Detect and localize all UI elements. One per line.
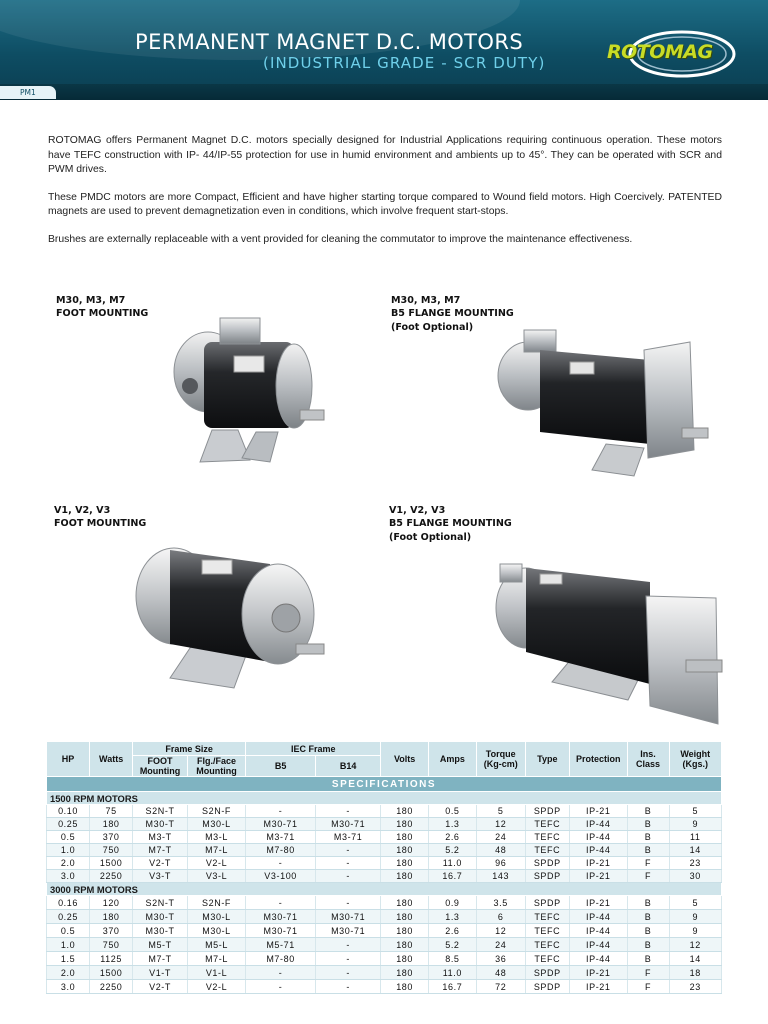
table-cell: M30-71 (316, 924, 381, 938)
table-cell: 143 (476, 870, 525, 883)
table-cell: 16.7 (429, 980, 477, 994)
motor-v-flange-image (490, 556, 726, 728)
table-cell: 180 (381, 831, 429, 844)
table-cell: TEFC (525, 818, 569, 831)
table-cell: 370 (90, 831, 133, 844)
table-cell: M3-L (187, 831, 245, 844)
table-cell: TEFC (525, 831, 569, 844)
table-cell: 12 (476, 818, 525, 831)
table-cell: IP-21 (569, 805, 627, 818)
table-cell: - (246, 980, 316, 994)
table-cell: 1.0 (47, 844, 90, 857)
table-cell: TEFC (525, 910, 569, 924)
table-cell: 0.5 (47, 924, 90, 938)
table-cell: M30-71 (246, 910, 316, 924)
table-cell: - (316, 844, 381, 857)
caption-mounting: FOOT MOUNTING (54, 518, 147, 530)
table-cell: 180 (381, 818, 429, 831)
intro-paragraph-2: These PMDC motors are more Compact, Efficient and have higher starting torque compared to Wound field motors. High Coercively. PATENTED magnets are used to prevent demagnetization even in conditions, which involve frequent start-stops. (48, 191, 722, 218)
col-header-volts: Volts (381, 742, 429, 777)
col-header-flg-face-mounting: Flg./Face Mounting (187, 756, 245, 777)
table-cell: - (316, 896, 381, 910)
table-cell: V3-T (133, 870, 188, 883)
table-cell: 750 (90, 844, 133, 857)
table-cell: IP-44 (569, 938, 627, 952)
table-cell: IP-44 (569, 844, 627, 857)
table-cell: M7-L (187, 952, 245, 966)
table-cell: V2-L (187, 857, 245, 870)
table-cell: M3-71 (316, 831, 381, 844)
table-cell: B (627, 831, 669, 844)
table-cell: M7-80 (246, 952, 316, 966)
table-cell: 0.5 (47, 831, 90, 844)
table-cell: B (627, 805, 669, 818)
table-cell: M7-80 (246, 844, 316, 857)
table-cell: - (246, 966, 316, 980)
table-cell: B (627, 910, 669, 924)
intro-text (48, 134, 722, 261)
table-cell: 2.0 (47, 966, 90, 980)
motor-m-flange-image (494, 320, 714, 480)
table-cell: V1-L (187, 966, 245, 980)
col-header-amps: Amps (429, 742, 477, 777)
table-cell: 3.5 (476, 896, 525, 910)
table-cell: 180 (381, 966, 429, 980)
table-row (47, 818, 722, 831)
col-header-iec-frame: IEC Frame (246, 742, 381, 756)
table-row (47, 805, 722, 818)
table-cell: B (627, 844, 669, 857)
caption-mounting: B5 FLANGE MOUNTING (389, 518, 512, 530)
table-cell: M5-71 (246, 938, 316, 952)
table-cell: 1500 (90, 966, 133, 980)
table-cell: 96 (476, 857, 525, 870)
group-label: 3000 RPM MOTORS (47, 883, 722, 896)
col-header-torque: Torque (Kg-cm) (476, 742, 525, 777)
table-cell: IP-21 (569, 870, 627, 883)
table-row (47, 870, 722, 883)
col-header-weight: Weight (Kgs.) (669, 742, 722, 777)
table-cell: M30-T (133, 910, 188, 924)
table-cell: M30-71 (316, 910, 381, 924)
table-cell: IP-44 (569, 831, 627, 844)
page-subtitle: (INDUSTRIAL GRADE - SCR DUTY) (263, 54, 546, 72)
table-cell: M30-71 (246, 924, 316, 938)
table-cell: 16.7 (429, 870, 477, 883)
table-cell: 0.5 (429, 805, 477, 818)
table-cell: IP-21 (569, 896, 627, 910)
table-cell: TEFC (525, 844, 569, 857)
table-cell: 180 (381, 938, 429, 952)
caption-models: V1, V2, V3 (389, 505, 446, 516)
table-cell: - (316, 966, 381, 980)
table-row (47, 924, 722, 938)
header-band (0, 84, 768, 100)
caption-note: (Foot Optional) (391, 321, 474, 333)
table-cell: F (627, 870, 669, 883)
table-cell: B (627, 952, 669, 966)
table-cell: M7-L (187, 844, 245, 857)
table-cell: 24 (476, 831, 525, 844)
col-header-b5: B5 (246, 756, 316, 777)
caption-mounting: B5 FLANGE MOUNTING (391, 308, 514, 320)
caption-mounting: FOOT MOUNTING (56, 308, 149, 320)
group-row (47, 792, 722, 805)
table-cell: - (316, 980, 381, 994)
table-cell: - (316, 938, 381, 952)
table-cell: B (627, 938, 669, 952)
table-cell: 2.6 (429, 924, 477, 938)
table-row (47, 952, 722, 966)
table-cell: 14 (669, 952, 722, 966)
table-cell: 11.0 (429, 966, 477, 980)
table-cell: 2.0 (47, 857, 90, 870)
table-cell: 72 (476, 980, 525, 994)
col-header-hp: HP (47, 742, 90, 777)
table-cell: 180 (381, 870, 429, 883)
table-cell: 9 (669, 924, 722, 938)
table-cell: M30-L (187, 910, 245, 924)
table-cell: B (627, 924, 669, 938)
table-cell: 370 (90, 924, 133, 938)
table-cell: 1.3 (429, 910, 477, 924)
table-cell: 0.25 (47, 818, 90, 831)
product-caption-v-flange (389, 504, 512, 544)
spec-title: SPECIFICATIONS (47, 777, 722, 792)
table-cell: S2N-F (187, 805, 245, 818)
table-cell: V2-T (133, 980, 188, 994)
table-cell: B (627, 896, 669, 910)
table-cell: 11 (669, 831, 722, 844)
col-header-ins-class: Ins. Class (627, 742, 669, 777)
table-cell: SPDP (525, 870, 569, 883)
table-cell: IP-21 (569, 857, 627, 870)
table-cell: - (316, 857, 381, 870)
table-cell: M5-T (133, 938, 188, 952)
table-cell: 180 (381, 857, 429, 870)
table-cell: 1500 (90, 857, 133, 870)
spec-body (47, 792, 722, 994)
table-cell: 1125 (90, 952, 133, 966)
table-row (47, 896, 722, 910)
table-cell: 0.25 (47, 910, 90, 924)
page-title: PERMANENT MAGNET D.C. MOTORS (135, 30, 524, 54)
table-cell: 0.9 (429, 896, 477, 910)
table-cell: 30 (669, 870, 722, 883)
intro-paragraph-3: Brushes are externally replaceable with a vent provided for cleaning the commutator to improve the maintenance effectiveness. (48, 233, 633, 245)
table-cell: M3-T (133, 831, 188, 844)
table-cell: 0.10 (47, 805, 90, 818)
table-cell: - (316, 805, 381, 818)
table-cell: S2N-F (187, 896, 245, 910)
group-label: 1500 RPM MOTORS (47, 792, 722, 805)
table-cell: M7-T (133, 844, 188, 857)
table-row (47, 980, 722, 994)
table-cell: M30-71 (246, 818, 316, 831)
table-cell: 5.2 (429, 938, 477, 952)
table-cell: IP-21 (569, 980, 627, 994)
col-header-type: Type (525, 742, 569, 777)
col-header-b14: B14 (316, 756, 381, 777)
table-cell: 180 (381, 924, 429, 938)
col-header-frame-size: Frame Size (133, 742, 246, 756)
table-cell: 23 (669, 857, 722, 870)
table-cell: F (627, 857, 669, 870)
table-cell: 750 (90, 938, 133, 952)
table-cell: M30-T (133, 818, 188, 831)
table-cell: - (316, 870, 381, 883)
table-cell: M30-L (187, 818, 245, 831)
logo-text: ROTOMAG (607, 41, 713, 63)
rotomag-logo (598, 24, 738, 82)
table-cell: B (627, 818, 669, 831)
table-cell: SPDP (525, 966, 569, 980)
table-cell: IP-44 (569, 910, 627, 924)
table-cell: - (316, 952, 381, 966)
table-cell: 3.0 (47, 870, 90, 883)
table-cell: M30-L (187, 924, 245, 938)
table-cell: 12 (476, 924, 525, 938)
table-cell: SPDP (525, 980, 569, 994)
table-cell: TEFC (525, 938, 569, 952)
col-header-protection: Protection (569, 742, 627, 777)
table-cell: 11.0 (429, 857, 477, 870)
table-cell: M30-71 (316, 818, 381, 831)
table-cell: M5-L (187, 938, 245, 952)
table-cell: 5 (669, 896, 722, 910)
table-cell: 2.6 (429, 831, 477, 844)
table-cell: V3-L (187, 870, 245, 883)
table-cell: 48 (476, 966, 525, 980)
table-cell: V2-T (133, 857, 188, 870)
caption-note: (Foot Optional) (389, 531, 472, 543)
table-row (47, 910, 722, 924)
table-cell: 5 (669, 805, 722, 818)
table-cell: 9 (669, 910, 722, 924)
table-cell: IP-44 (569, 952, 627, 966)
caption-models: M30, M3, M7 (391, 295, 461, 306)
table-cell: 180 (90, 818, 133, 831)
specifications-table (46, 741, 722, 994)
table-cell: V3-100 (246, 870, 316, 883)
table-cell: - (246, 805, 316, 818)
table-cell: 12 (669, 938, 722, 952)
table-cell: 180 (381, 805, 429, 818)
motor-m-foot-image (160, 312, 330, 476)
table-cell: F (627, 980, 669, 994)
table-cell: V1-T (133, 966, 188, 980)
table-cell: 2250 (90, 980, 133, 994)
table-cell: 6 (476, 910, 525, 924)
table-cell: 180 (90, 910, 133, 924)
table-row (47, 857, 722, 870)
table-cell: IP-21 (569, 966, 627, 980)
motor-v-foot-image (130, 538, 330, 698)
table-cell: 1.0 (47, 938, 90, 952)
table-cell: 9 (669, 818, 722, 831)
table-cell: 180 (381, 952, 429, 966)
intro-paragraph-1: ROTOMAG offers Permanent Magnet D.C. motors specially designed for Industrial Applications requiring continuous operation. These motors have TEFC construction with IP- 44/IP-55 protection for use in humid environment and ambients up to 45°. They can be operated with SCR and PWM drives. (48, 135, 722, 176)
col-header-foot-mounting: FOOT Mounting (133, 756, 188, 777)
table-cell: TEFC (525, 924, 569, 938)
page-header (0, 0, 768, 100)
table-cell: - (246, 857, 316, 870)
table-cell: 2250 (90, 870, 133, 883)
table-cell: S2N-T (133, 805, 188, 818)
table-cell: M3-71 (246, 831, 316, 844)
table-cell: 5.2 (429, 844, 477, 857)
table-row (47, 966, 722, 980)
table-cell: IP-44 (569, 818, 627, 831)
table-cell: SPDP (525, 805, 569, 818)
col-header-watts: Watts (90, 742, 133, 777)
table-cell: M30-T (133, 924, 188, 938)
group-row (47, 883, 722, 896)
table-cell: - (246, 896, 316, 910)
product-caption-m-foot (56, 294, 148, 321)
table-cell: 5 (476, 805, 525, 818)
table-cell: SPDP (525, 896, 569, 910)
table-cell: 1.5 (47, 952, 90, 966)
table-cell: 24 (476, 938, 525, 952)
table-cell: SPDP (525, 857, 569, 870)
table-row (47, 844, 722, 857)
table-cell: 1.3 (429, 818, 477, 831)
caption-models: V1, V2, V3 (54, 505, 111, 516)
table-cell: 23 (669, 980, 722, 994)
page-tag: PM1 (0, 86, 56, 99)
table-cell: 180 (381, 980, 429, 994)
table-cell: 0.16 (47, 896, 90, 910)
table-cell: 8.5 (429, 952, 477, 966)
table-cell: 18 (669, 966, 722, 980)
table-cell: 120 (90, 896, 133, 910)
product-caption-v-foot (54, 504, 146, 531)
table-cell: 75 (90, 805, 133, 818)
table-cell: 48 (476, 844, 525, 857)
table-cell: 180 (381, 896, 429, 910)
table-row (47, 831, 722, 844)
table-cell: V2-L (187, 980, 245, 994)
table-cell: 36 (476, 952, 525, 966)
table-cell: 3.0 (47, 980, 90, 994)
table-row (47, 938, 722, 952)
table-cell: F (627, 966, 669, 980)
table-cell: 180 (381, 910, 429, 924)
table-cell: 14 (669, 844, 722, 857)
table-cell: TEFC (525, 952, 569, 966)
table-cell: 180 (381, 844, 429, 857)
table-cell: S2N-T (133, 896, 188, 910)
table-cell: IP-44 (569, 924, 627, 938)
table-cell: M7-T (133, 952, 188, 966)
caption-models: M30, M3, M7 (56, 295, 126, 306)
